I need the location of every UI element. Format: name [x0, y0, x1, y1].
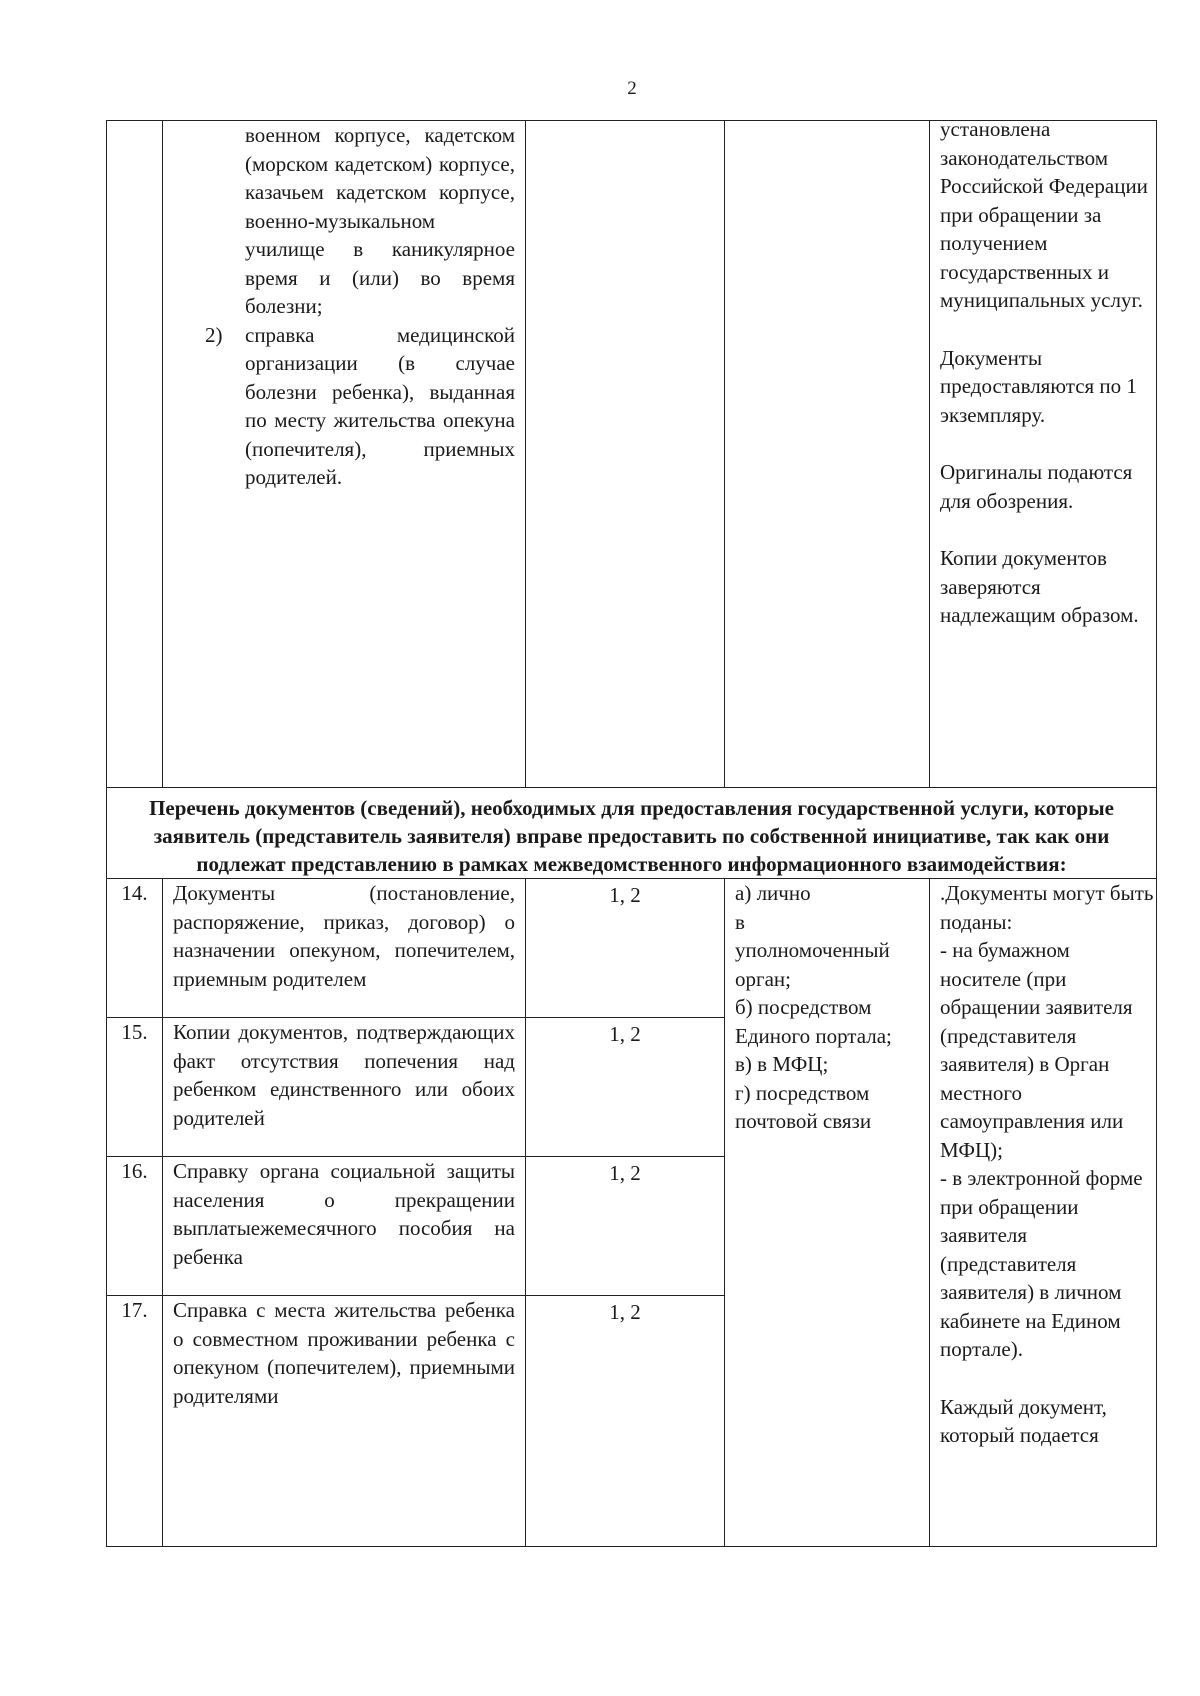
page-number: 2: [627, 78, 637, 99]
cell-notes-continued: [930, 117, 1157, 788]
cell-number: 14.: [107, 879, 163, 1018]
list-marker: 2): [205, 322, 223, 347]
note-paragraph: - в электронной форме при обращении заявителя (представителя заявителя) в личном кабинете на Едином портале).: [940, 1166, 1143, 1361]
list-item: военном корпусе, кадетском (морском кадетском) корпусе, казачьем кадетском корпусе, военно-музыкальном училище в каникулярное время и (или) во время болезни;: [245, 123, 515, 318]
cell-document-name-continued: [163, 121, 526, 788]
note-paragraph: Каждый документ, который подается: [940, 1394, 1107, 1447]
document-name-text: Копии документов, подтверждающих факт отсутствия попечения над ребенком единственного или обоих родителей: [173, 1020, 515, 1130]
cell-number-empty: [107, 121, 163, 788]
note-paragraph: Копии документов заверяются надлежащим образом.: [940, 546, 1139, 627]
cell-number: 16.: [107, 1157, 163, 1296]
cell-category: [526, 1018, 725, 1157]
category-text: 1, 2: [609, 1022, 641, 1046]
cell-category: [526, 1296, 725, 1547]
submission-way: г) посредством почтовой связи: [735, 1080, 872, 1133]
table-row: [107, 879, 1157, 1018]
section-heading: Перечень документов (сведений), необходимых для предоставления государственной услуги, которые заявитель (представитель заявителя) вправе предоставить по собственной инициативе, так как они подлежат представлению в рамках межведомственного информационного взаимодействия:: [107, 788, 1157, 879]
cell-number: 15.: [107, 1018, 163, 1157]
note-paragraph: .Документы могут быть поданы:: [940, 881, 1154, 934]
note-paragraph: - на бумажном носителе (при обращении заявителя (представителя заявителя) в Орган местного самоуправления или МФЦ);: [940, 938, 1133, 1162]
cell-category-empty: [526, 121, 725, 788]
list-item-text: справка медицинской организации (в случае болезни ребенка), выданная по месту жительства опекуна (попечителя), приемных родителей.: [245, 322, 515, 489]
category-text: 1, 2: [609, 1161, 641, 1185]
cell-document-name: [163, 1157, 526, 1296]
note-paragraph: установлена законодательством Российской Федерации при обращении за получением государственных и муниципальных услуг.: [940, 117, 1148, 312]
section-heading-row: [107, 788, 1157, 879]
cell-notes: [930, 879, 1157, 1547]
list-item: [205, 321, 515, 492]
document-name-text: Справку органа социальной защиты населения о прекращении выплатыежемесячного пособия на ребенка: [173, 1159, 515, 1269]
submission-way: уполномоченный орган;: [735, 938, 890, 991]
submission-way: в: [735, 909, 745, 934]
cell-submission-empty: [725, 121, 930, 788]
cell-number: 17.: [107, 1296, 163, 1547]
note-paragraph: Оригиналы подаются для обозрения.: [940, 460, 1133, 513]
cell-document-name: [163, 1018, 526, 1157]
submission-way: б) посредством Единого портала;: [735, 995, 892, 1048]
table-row-continuation: [107, 121, 1157, 788]
document-name-text: Справка с места жительства ребенка о совместном проживании ребенка с опекуном (попечителем), приемными родителями: [173, 1298, 515, 1408]
submission-way: в) в МФЦ;: [735, 1052, 829, 1076]
cell-category: [526, 879, 725, 1018]
category-text: 1, 2: [609, 883, 641, 907]
cell-submission-ways: [725, 879, 930, 1547]
note-paragraph: Документы предоставляются по 1 экземпляру.: [940, 345, 1137, 427]
cell-document-name: [163, 1296, 526, 1547]
document-name-text: Документы (постановление, распоряжение, приказ, договор) о назначении опекуном, попечителем, приемным родителем: [173, 881, 515, 991]
submission-way: а) лично: [735, 881, 811, 905]
category-text: 1, 2: [609, 1300, 641, 1324]
cell-document-name: [163, 879, 526, 1018]
documents-table: [106, 117, 1157, 1547]
document-list: [163, 121, 525, 492]
cell-category: [526, 1157, 725, 1296]
